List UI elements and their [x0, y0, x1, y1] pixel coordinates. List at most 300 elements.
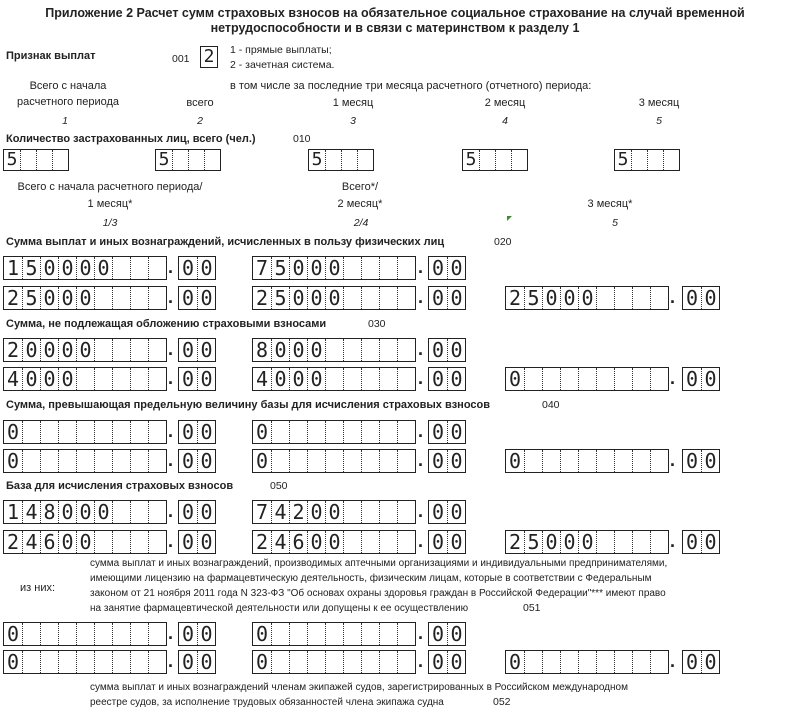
digit-cell: 0 — [508, 449, 522, 473]
r020-month3-rub[interactable] — [505, 286, 669, 310]
decimal-point: . — [670, 287, 676, 307]
digit-cell — [40, 651, 58, 673]
digit-cell: 0 — [578, 531, 596, 553]
digit-cell — [578, 368, 596, 390]
digit-cell — [397, 651, 415, 673]
digit-cell: 0 — [255, 650, 269, 674]
digit-cell — [36, 150, 52, 170]
row052-code: 052 — [493, 696, 511, 708]
digit-cell: 0 — [447, 421, 465, 443]
r051-total-kop[interactable] — [178, 622, 216, 646]
digit-cell: 0 — [22, 339, 40, 361]
digit-cell — [361, 421, 379, 443]
r040-total-rub[interactable] — [3, 420, 167, 444]
digit-cell — [130, 339, 148, 361]
insured-field-1[interactable] — [3, 149, 69, 171]
digit-cell — [632, 651, 650, 673]
r040-total-kop[interactable] — [178, 420, 216, 444]
digit-cell: 0 — [181, 650, 195, 674]
digit-cell: 0 — [701, 651, 719, 673]
digit-cell — [172, 150, 188, 170]
digit-cell — [343, 257, 361, 279]
text052-line2: реестре судов, за исполнение трудовых обязанностей члена экипажа судна — [90, 697, 444, 708]
sum-header-num-mid: 2/4 — [353, 217, 369, 229]
r040-period-total-kop[interactable] — [428, 420, 466, 444]
digit-cell: 0 — [197, 623, 215, 645]
digit-cell — [307, 623, 325, 645]
text051-line1: сумма выплат и иных вознаграждений, производимых аптечными организациями и индивидуальными предпринимателями, — [90, 558, 668, 569]
digit-cell — [325, 450, 343, 472]
digit-cell — [94, 450, 112, 472]
decimal-point: . — [418, 651, 424, 671]
r050-month3-kop[interactable] — [682, 530, 720, 554]
digit-cell — [130, 287, 148, 309]
digit-cell: 0 — [181, 367, 195, 391]
header-num-5: 5 — [656, 115, 662, 127]
header-col-m2: 2 месяц — [484, 97, 526, 109]
r050-month3-rub[interactable] — [505, 530, 669, 554]
digit-cell: 0 — [431, 420, 445, 444]
r050-total-rub[interactable] — [3, 500, 167, 524]
digit-cell — [397, 339, 415, 361]
digit-cell: 0 — [58, 368, 76, 390]
r050-month2-rub[interactable] — [252, 530, 416, 554]
payment-sign-value: 2 — [203, 46, 215, 67]
header-total-1: Всего с начала — [29, 80, 107, 92]
digit-cell — [596, 368, 614, 390]
digit-cell: 0 — [58, 287, 76, 309]
digit-cell — [542, 368, 560, 390]
digit-cell: 0 — [6, 650, 20, 674]
sum-header-num-right: 5 — [612, 217, 618, 229]
insured-field-4[interactable] — [462, 149, 528, 171]
decimal-point: . — [670, 651, 676, 671]
text051-line4: на занятие фармацевтической деятельности или допущены к ее осуществлению — [90, 603, 469, 614]
digit-cell — [148, 651, 166, 673]
digit-cell — [596, 531, 614, 553]
digit-cell: 0 — [685, 449, 699, 473]
row050-code: 050 — [270, 480, 288, 492]
digit-cell: 0 — [22, 368, 40, 390]
digit-cell — [596, 287, 614, 309]
digit-cell — [22, 421, 40, 443]
decimal-point: . — [418, 368, 424, 388]
digit-cell: 0 — [6, 449, 20, 473]
header-num-2: 2 — [197, 115, 203, 127]
digit-cell: 0 — [40, 368, 58, 390]
digit-cell — [343, 651, 361, 673]
r020-month1-kop[interactable] — [178, 286, 216, 310]
digit-cell — [76, 623, 94, 645]
digit-cell: 0 — [431, 622, 445, 646]
payment-sign-label: Признак выплат — [6, 50, 96, 62]
digit-cell — [357, 150, 373, 170]
digit-cell — [524, 651, 542, 673]
r020-month2-rub[interactable] — [252, 286, 416, 310]
digit-cell — [112, 501, 130, 523]
digit-cell: 5 — [524, 531, 542, 553]
sum-header-mid-2: 2 месяц* — [337, 198, 383, 210]
row040-label: Сумма, превышающая предельную величину базы для исчисления страховых взносов — [6, 399, 490, 411]
digit-cell — [614, 531, 632, 553]
digit-cell: 0 — [701, 450, 719, 472]
digit-cell: 0 — [197, 368, 215, 390]
digit-cell — [397, 501, 415, 523]
decimal-point: . — [670, 531, 676, 551]
row051-code: 051 — [523, 602, 541, 614]
digit-cell — [148, 531, 166, 553]
digit-cell: 0 — [307, 287, 325, 309]
sum-header-mid-1: Всего*/ — [341, 181, 379, 193]
digit-cell — [361, 368, 379, 390]
digit-cell — [397, 450, 415, 472]
r051-month1-rub[interactable] — [3, 650, 167, 674]
iz-nih-label: из них: — [20, 582, 56, 594]
digit-cell — [271, 651, 289, 673]
digit-cell — [112, 531, 130, 553]
digit-cell: 0 — [325, 531, 343, 553]
digit-cell — [650, 531, 668, 553]
digit-cell — [631, 150, 647, 170]
digit-cell — [343, 368, 361, 390]
digit-cell — [379, 339, 397, 361]
digit-cell — [524, 368, 542, 390]
digit-cell — [361, 623, 379, 645]
digit-cell: 0 — [40, 287, 58, 309]
digit-cell: 5 — [524, 287, 542, 309]
digit-cell — [130, 501, 148, 523]
digit-cell — [58, 623, 76, 645]
digit-cell — [379, 287, 397, 309]
digit-cell: 0 — [508, 650, 522, 674]
payment-sign-field[interactable] — [200, 46, 218, 68]
digit-cell — [271, 421, 289, 443]
digit-cell — [148, 368, 166, 390]
r020-month1-rub[interactable] — [3, 286, 167, 310]
digit-cell: 2 — [6, 286, 20, 310]
digit-cell: 0 — [701, 531, 719, 553]
digit-cell — [289, 421, 307, 443]
r020-period-total-kop[interactable] — [428, 256, 466, 280]
digit-cell: 0 — [197, 287, 215, 309]
r030-month2-rub[interactable] — [252, 367, 416, 391]
r030-total-rub[interactable] — [3, 338, 167, 362]
digit-cell: 0 — [431, 338, 445, 362]
digit-cell — [379, 501, 397, 523]
digit-cell — [307, 421, 325, 443]
corner-marker-icon — [507, 216, 512, 221]
payment-sign-option-1: 1 - прямые выплаты; — [230, 44, 332, 56]
digit-cell: 8 — [40, 501, 58, 523]
r051-month3-kop[interactable] — [682, 650, 720, 674]
r040-month1-kop[interactable] — [178, 449, 216, 473]
text051-line2: имеющими лицензию на фармацевтическую деятельность, физическим лицам, которые в соответствии с Федеральным — [90, 573, 652, 584]
sum-header-left-1: Всего с начала расчетного периода/ — [17, 181, 203, 193]
digit-cell — [22, 450, 40, 472]
r051-month3-rub[interactable] — [505, 650, 669, 674]
digit-cell — [76, 450, 94, 472]
digit-cell: 0 — [197, 339, 215, 361]
insured-label: Количество застрахованных лиц, всего (чел.) — [6, 133, 256, 145]
digit-cell: 0 — [181, 256, 195, 280]
r020-total-kop[interactable] — [178, 256, 216, 280]
digit-cell — [22, 651, 40, 673]
digit-cell — [94, 531, 112, 553]
digit-cell — [112, 368, 130, 390]
digit-cell: 0 — [6, 420, 20, 444]
digit-cell — [361, 531, 379, 553]
digit-cell — [325, 421, 343, 443]
digit-cell: 0 — [58, 501, 76, 523]
page-title: Приложение 2 Расчет сумм страховых взносов на обязательное социальное страхование на случай временной нетрудоспособности и в связи с материнством к разделу 1 — [45, 6, 745, 35]
r030-month3-rub[interactable] — [505, 367, 669, 391]
digit-cell — [271, 623, 289, 645]
digit-cell: 5 — [465, 149, 477, 170]
digit-cell: 4 — [271, 531, 289, 553]
digit-cell — [271, 450, 289, 472]
digit-cell — [343, 287, 361, 309]
digit-cell: 0 — [6, 622, 20, 646]
r030-period-total-kop[interactable] — [428, 338, 466, 362]
digit-cell: 0 — [76, 531, 94, 553]
decimal-point: . — [418, 339, 424, 359]
decimal-point: . — [418, 501, 424, 521]
digit-cell: 0 — [181, 622, 195, 646]
digit-cell — [130, 421, 148, 443]
digit-cell — [578, 651, 596, 673]
digit-cell: 0 — [685, 650, 699, 674]
digit-cell: 0 — [685, 530, 699, 554]
digit-cell: 0 — [447, 368, 465, 390]
digit-cell — [397, 287, 415, 309]
digit-cell: 0 — [431, 500, 445, 524]
digit-cell — [325, 651, 343, 673]
digit-cell — [614, 368, 632, 390]
digit-cell: 0 — [447, 501, 465, 523]
digit-cell — [94, 287, 112, 309]
digit-cell — [130, 651, 148, 673]
r040-month3-kop[interactable] — [682, 449, 720, 473]
decimal-point: . — [418, 450, 424, 470]
digit-cell: 0 — [542, 531, 560, 553]
digit-cell — [596, 651, 614, 673]
insured-field-5[interactable] — [614, 149, 680, 171]
digit-cell — [650, 368, 668, 390]
digit-cell: 0 — [289, 368, 307, 390]
digit-cell: 0 — [76, 287, 94, 309]
row030-label: Сумма, не подлежащая обложению страховыми взносами — [6, 318, 327, 330]
digit-cell — [379, 531, 397, 553]
digit-cell — [112, 421, 130, 443]
digit-cell — [76, 421, 94, 443]
r050-period-total-rub[interactable] — [252, 500, 416, 524]
digit-cell: 0 — [307, 531, 325, 553]
digit-cell: 0 — [447, 531, 465, 553]
r040-month1-rub[interactable] — [3, 449, 167, 473]
decimal-point: . — [670, 450, 676, 470]
sum-header-left-2: 1 месяц* — [87, 198, 133, 210]
digit-cell: 0 — [94, 501, 112, 523]
r051-month1-kop[interactable] — [178, 650, 216, 674]
digit-cell: 0 — [181, 286, 195, 310]
digit-cell — [361, 501, 379, 523]
r040-month2-rub[interactable] — [252, 449, 416, 473]
r051-total-rub[interactable] — [3, 622, 167, 646]
digit-cell — [112, 651, 130, 673]
digit-cell: 0 — [431, 286, 445, 310]
digit-cell: 0 — [197, 421, 215, 443]
digit-cell — [647, 150, 663, 170]
digit-cell: 0 — [289, 257, 307, 279]
digit-cell — [148, 421, 166, 443]
digit-cell: 7 — [255, 500, 269, 524]
digit-cell: 0 — [58, 257, 76, 279]
digit-cell: 0 — [271, 368, 289, 390]
digit-cell — [307, 651, 325, 673]
digit-cell — [397, 421, 415, 443]
digit-cell — [361, 450, 379, 472]
digit-cell: 7 — [255, 256, 269, 280]
digit-cell: 0 — [40, 339, 58, 361]
r040-period-total-rub[interactable] — [252, 420, 416, 444]
digit-cell — [204, 150, 220, 170]
decimal-point: . — [168, 257, 174, 277]
r040-month2-kop[interactable] — [428, 449, 466, 473]
digit-cell: 0 — [307, 257, 325, 279]
digit-cell — [94, 368, 112, 390]
digit-cell: 0 — [578, 287, 596, 309]
r030-month2-kop[interactable] — [428, 367, 466, 391]
digit-cell — [130, 257, 148, 279]
r030-total-kop[interactable] — [178, 338, 216, 362]
digit-cell — [379, 623, 397, 645]
digit-cell — [289, 450, 307, 472]
insured-code: 010 — [293, 133, 311, 145]
digit-cell: 5 — [158, 149, 170, 170]
r050-total-kop[interactable] — [178, 500, 216, 524]
r030-month1-rub[interactable] — [3, 367, 167, 391]
digit-cell: 0 — [197, 651, 215, 673]
digit-cell — [379, 257, 397, 279]
digit-cell — [325, 623, 343, 645]
r051-period-total-rub[interactable] — [252, 622, 416, 646]
digit-cell: 0 — [431, 256, 445, 280]
digit-cell — [40, 623, 58, 645]
r030-month1-kop[interactable] — [178, 367, 216, 391]
digit-cell — [58, 421, 76, 443]
digit-cell: 0 — [197, 531, 215, 553]
digit-cell — [188, 150, 204, 170]
digit-cell: 5 — [271, 287, 289, 309]
r051-month2-rub[interactable] — [252, 650, 416, 674]
digit-cell: 0 — [307, 368, 325, 390]
r051-period-total-kop[interactable] — [428, 622, 466, 646]
digit-cell — [130, 623, 148, 645]
digit-cell: 0 — [685, 286, 699, 310]
digit-cell — [40, 450, 58, 472]
digit-cell: 0 — [560, 287, 578, 309]
decimal-point: . — [168, 450, 174, 470]
digit-cell: 1 — [6, 500, 20, 524]
insured-field-2[interactable] — [155, 149, 221, 171]
digit-cell: 0 — [255, 420, 269, 444]
digit-cell: 2 — [6, 530, 20, 554]
digit-cell — [289, 651, 307, 673]
decimal-point: . — [168, 339, 174, 359]
digit-cell — [379, 421, 397, 443]
digit-cell — [112, 339, 130, 361]
digit-cell: 4 — [22, 531, 40, 553]
payment-sign-option-2: 2 - зачетная система. — [230, 59, 335, 71]
digit-cell — [94, 651, 112, 673]
digit-cell — [632, 368, 650, 390]
r050-month1-kop[interactable] — [178, 530, 216, 554]
header-num-3: 3 — [350, 115, 356, 127]
digit-cell: 5 — [617, 149, 629, 170]
digit-cell — [325, 339, 343, 361]
digit-cell: 0 — [76, 501, 94, 523]
digit-cell: 6 — [40, 531, 58, 553]
digit-cell: 6 — [289, 531, 307, 553]
digit-cell — [343, 421, 361, 443]
digit-cell: 1 — [6, 256, 20, 280]
digit-cell — [379, 368, 397, 390]
digit-cell — [343, 339, 361, 361]
digit-cell: 0 — [325, 501, 343, 523]
row030-code: 030 — [368, 318, 386, 330]
text052-line1: сумма выплат и иных вознаграждений членам экипажей судов, зарегистрированных в Российском международном — [90, 682, 628, 693]
r020-month3-kop[interactable] — [682, 286, 720, 310]
r050-month2-kop[interactable] — [428, 530, 466, 554]
r051-month2-kop[interactable] — [428, 650, 466, 674]
digit-cell: 5 — [271, 257, 289, 279]
digit-cell — [40, 421, 58, 443]
digit-cell — [52, 150, 68, 170]
digit-cell: 4 — [22, 501, 40, 523]
r040-month3-rub[interactable] — [505, 449, 669, 473]
decimal-point: . — [168, 421, 174, 441]
insured-field-3[interactable] — [308, 149, 374, 171]
digit-cell — [560, 450, 578, 472]
digit-cell — [614, 450, 632, 472]
digit-cell: 2 — [508, 530, 522, 554]
digit-cell: 0 — [271, 339, 289, 361]
digit-cell — [130, 531, 148, 553]
decimal-point: . — [168, 368, 174, 388]
decimal-point: . — [168, 623, 174, 643]
r020-period-total-rub[interactable] — [252, 256, 416, 280]
row040-code: 040 — [542, 399, 560, 411]
digit-cell: 0 — [255, 449, 269, 473]
digit-cell — [511, 150, 527, 170]
digit-cell — [76, 368, 94, 390]
digit-cell — [148, 339, 166, 361]
digit-cell: 0 — [181, 338, 195, 362]
r030-month3-kop[interactable] — [682, 367, 720, 391]
digit-cell — [58, 651, 76, 673]
r020-total-rub[interactable] — [3, 256, 167, 280]
digit-cell — [130, 450, 148, 472]
digit-cell: 0 — [58, 339, 76, 361]
digit-cell: 0 — [76, 257, 94, 279]
r020-month2-kop[interactable] — [428, 286, 466, 310]
r050-period-total-kop[interactable] — [428, 500, 466, 524]
digit-cell — [148, 623, 166, 645]
r050-month1-rub[interactable] — [3, 530, 167, 554]
digit-cell — [130, 368, 148, 390]
digit-cell: 0 — [542, 287, 560, 309]
r030-period-total-rub[interactable] — [252, 338, 416, 362]
